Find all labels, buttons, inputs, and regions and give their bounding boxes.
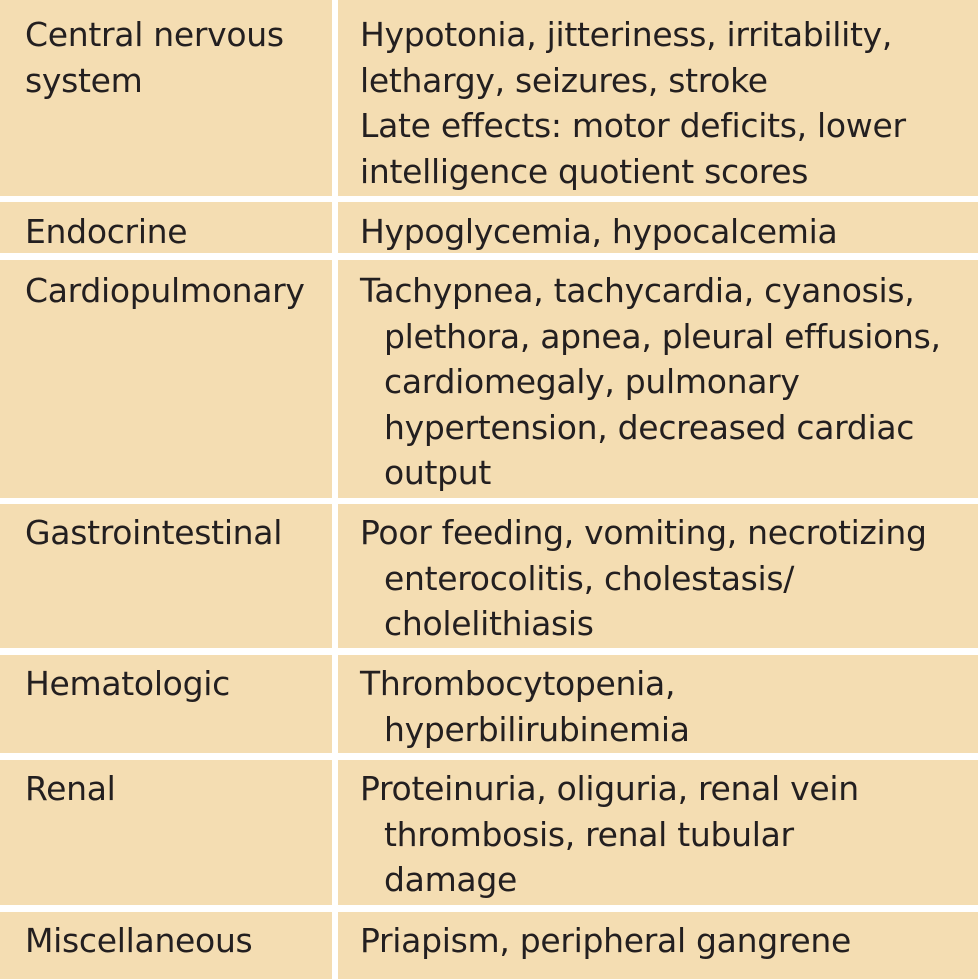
effect-line: damage [384,860,517,899]
system-cell [0,912,332,979]
system-cell [0,760,332,905]
table-row [0,655,978,753]
effect-line: cholelithiasis [384,604,594,643]
effects-cell [338,655,978,753]
effects-cell [338,202,978,253]
table-row [0,504,978,648]
effect-line: Tachypnea, tachycardia, cyanosis, [360,271,915,310]
system-label: Gastrointestinal [25,513,283,552]
system-label: Hematologic [25,664,230,703]
effect-line: hypertension, decreased cardiac [384,407,915,447]
system-cell [0,655,332,753]
system-label: Cardiopulmonary [25,271,305,310]
effect-line: thrombosis, renal tubular [384,814,794,854]
table-row [0,202,978,253]
effects-cell [338,760,978,905]
table-row [0,760,978,905]
effect-line: plethora, apnea, pleural effusions, [384,316,941,356]
effect-line: Priapism, peripheral gangrene [360,921,852,960]
system-cell [0,504,332,648]
effect-line: output [384,453,492,492]
effects-cell [338,912,978,979]
effect-line: enterocolitis, cholestasis/ [384,558,795,598]
effects-cell [338,504,978,648]
effects-cell [338,260,978,498]
system-cell [0,0,332,196]
effects-cell [338,0,978,196]
effect-line: Late effects: motor deficits, lower [360,106,906,145]
effect-line: Hypotonia, jitteriness, irritability, [360,15,893,54]
system-cell [0,202,332,253]
system-label: Endocrine [25,212,188,251]
table-row [0,0,978,196]
system-label: Central nervous [25,15,284,54]
effect-line: Hypoglycemia, hypocalcemia [360,212,838,251]
table-row [0,260,978,498]
system-label: Renal [25,769,116,808]
system-label: Miscellaneous [25,921,253,960]
effect-line: hyperbilirubinemia [384,709,690,749]
effect-line: Poor feeding, vomiting, necrotizing [360,513,927,552]
effect-line: lethargy, seizures, stroke [360,60,768,100]
effect-line: Proteinuria, oliguria, renal vein [360,769,859,808]
table-row [0,912,978,979]
effect-line: Thrombocytopenia, [360,664,676,703]
effect-line: intelligence quotient scores [360,151,809,191]
effect-line: cardiomegaly, pulmonary [384,362,800,401]
system-label: system [25,60,143,100]
system-cell [0,260,332,498]
